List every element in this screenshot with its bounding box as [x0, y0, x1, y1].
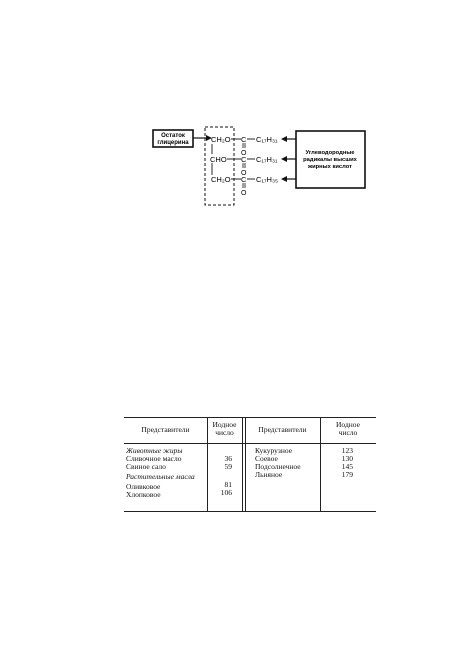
row1-oxygen: O — [241, 150, 247, 157]
row2-acyl: C₁₇H₃₁ — [256, 155, 278, 164]
right-name-linseed: Льняное — [255, 470, 283, 479]
left-name-lard: Свиное сало — [126, 462, 166, 471]
left-name-cotton: Хлопковое — [126, 490, 161, 499]
row3-left: CH₂O — [211, 175, 231, 184]
triglyceride-diagram — [0, 0, 459, 260]
right-value-sunflower: 145 — [341, 462, 353, 471]
radicals-label-line2: радикалы высших — [303, 157, 357, 163]
radicals-label-line1: Углеводородные — [305, 150, 355, 156]
row1-left: CH₂O — [211, 135, 231, 144]
table-top-rule — [124, 417, 376, 418]
table-bottom-rule — [124, 511, 376, 512]
header-iodine-left-2: число — [215, 428, 234, 437]
row2-oxygen: O — [241, 170, 247, 177]
radicals-arrowhead-3 — [281, 176, 287, 182]
radicals-arrowhead-1 — [281, 136, 287, 142]
right-value-soy: 130 — [341, 454, 353, 463]
right-name-sunflower: Подсолнечное — [255, 462, 301, 471]
right-name-corn: Кукурузное — [255, 446, 293, 455]
header-iodine-left-1: Иодное — [212, 420, 237, 429]
left-value-butter: 36 — [224, 454, 232, 463]
left-value-olive: 81 — [224, 480, 232, 489]
left-category-vegetable: Растительные масла — [126, 472, 195, 481]
radicals-arrowhead-2 — [281, 156, 287, 162]
left-value-lard: 59 — [224, 462, 232, 471]
row3-carbon: C — [241, 175, 247, 184]
row1-acyl: C₁₇H₃₁ — [256, 135, 278, 144]
row3-acyl: C₁₇H₃₅ — [256, 175, 279, 184]
row1-carbon: C — [241, 135, 247, 144]
row3-oxygen: O — [241, 190, 247, 197]
right-value-corn: 123 — [341, 446, 353, 455]
table-header-rule — [124, 443, 376, 444]
left-category-animal: Животные жиры — [126, 446, 183, 455]
glycerol-label-line1: Остаток — [161, 133, 185, 139]
table-double-divider-a — [242, 417, 243, 511]
header-iodine-right-2: число — [338, 428, 358, 437]
header-iodine-right-1: Иодное — [336, 420, 360, 429]
left-value-cotton: 106 — [220, 488, 232, 497]
right-value-linseed: 179 — [341, 470, 353, 479]
header-representatives-left: Представители — [141, 425, 190, 434]
left-name-butter: Сливочное масло — [126, 454, 182, 463]
right-name-soy: Соевое — [255, 454, 278, 463]
radicals-label-line3: жирных кислот — [307, 164, 353, 170]
header-representatives-right: Представители — [258, 425, 307, 434]
glycerol-label-line2: глицерина — [157, 140, 189, 146]
row2-left: CHO — [210, 155, 227, 164]
row2-carbon: C — [241, 155, 247, 164]
left-name-olive: Оливковое — [126, 482, 161, 491]
